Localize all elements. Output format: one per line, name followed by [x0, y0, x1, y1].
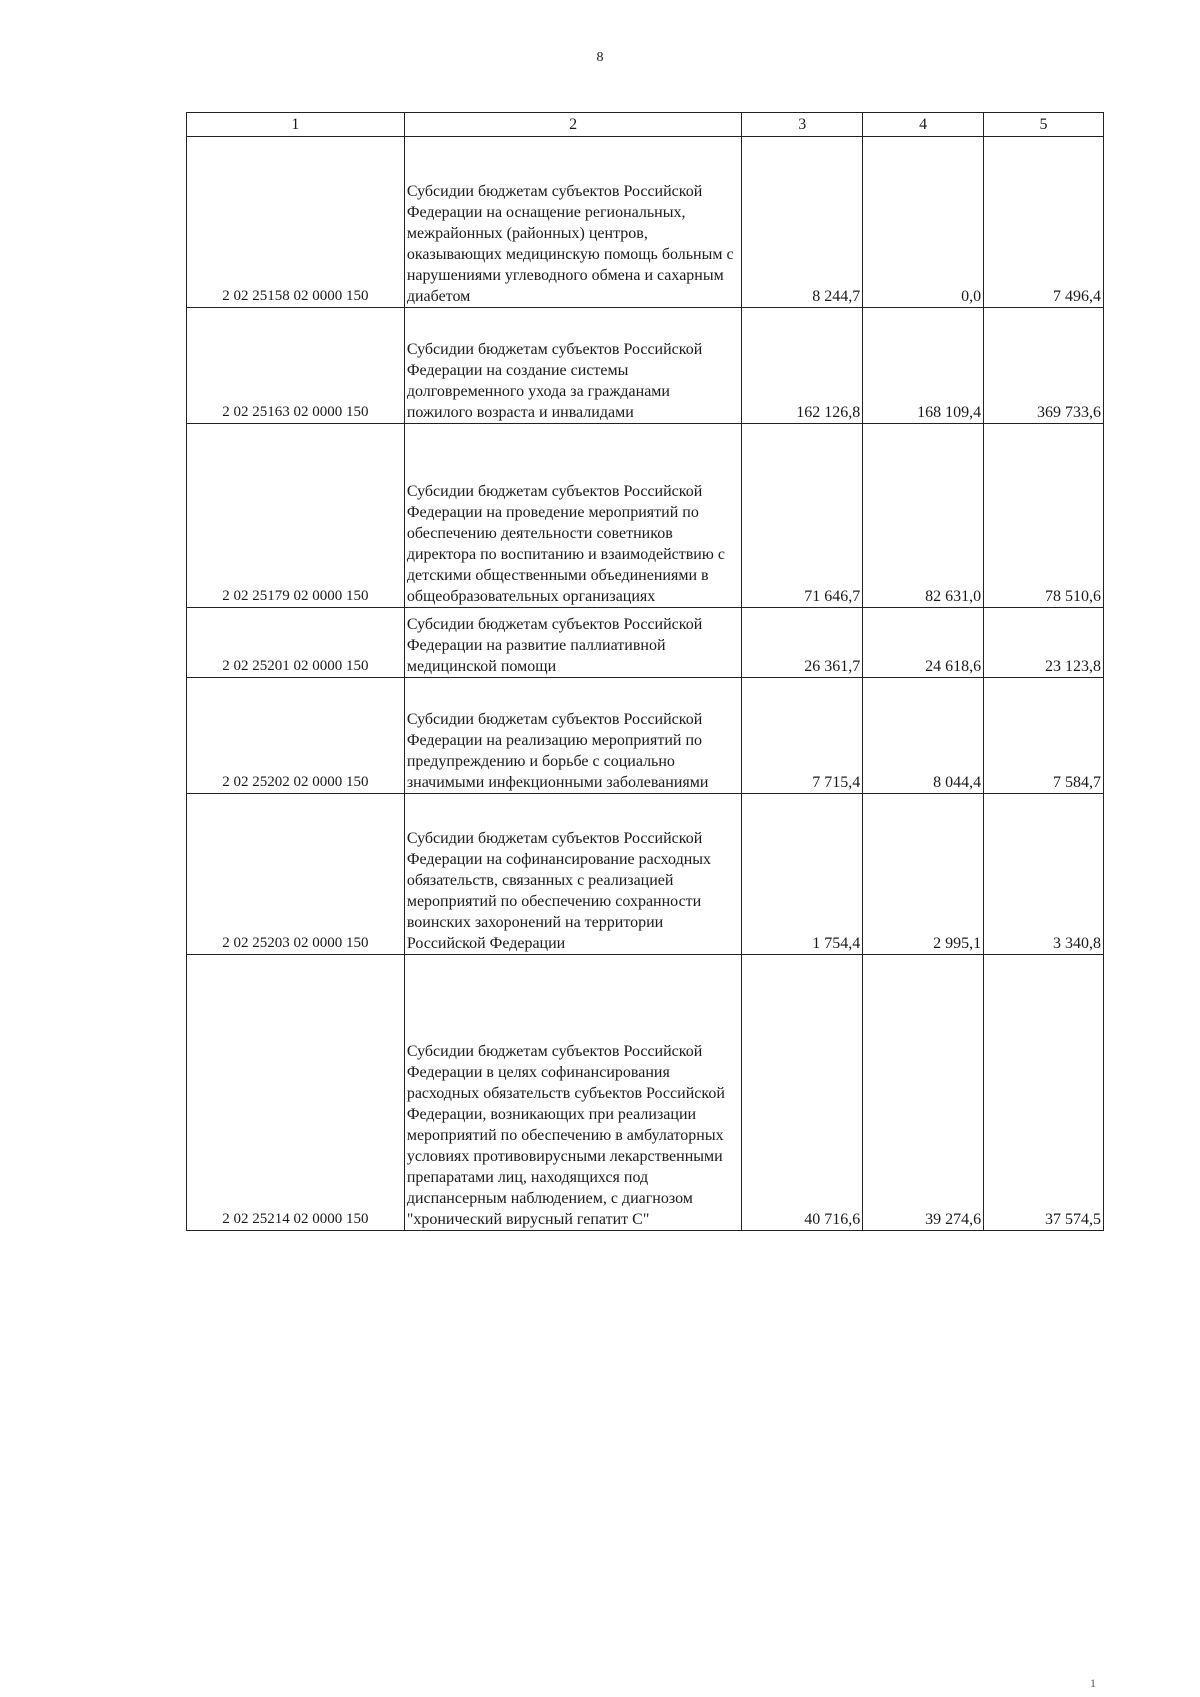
row-description: Субсидии бюджетам субъектов Российской Федерации на оснащение региональных, межрайонных (районных) центров, оказывающих медицинскую помощь больным с нарушениями углеводного обмена и сахарным диабетом: [404, 137, 742, 308]
value-col3: 40 716,6: [742, 955, 863, 1231]
value-col4: 168 109,4: [863, 308, 984, 424]
value-col5: 369 733,6: [984, 308, 1104, 424]
footer-mark: 1: [1090, 1676, 1096, 1690]
row-description: Субсидии бюджетам субъектов Российской Федерации в целях софинансирования расходных обязательств субъектов Российской Федерации, возникающих при реализации мероприятий по обеспечению в амбулаторных условиях противовирусными лекарственными препаратами лиц, находящихся под диспансерным наблюдением, с диагнозом "хронический вирусный гепатит С": [404, 955, 742, 1231]
budget-code: 2 02 25201 02 0000 150: [187, 608, 405, 678]
column-header-3: 3: [742, 113, 863, 137]
row-description: Субсидии бюджетам субъектов Российской Федерации на проведение мероприятий по обеспечению деятельности советников директора по воспитанию и взаимодействию с детскими общественными объединениями в общеобразовательных организациях: [404, 424, 742, 608]
value-col5: 23 123,8: [984, 608, 1104, 678]
value-col5: 7 496,4: [984, 137, 1104, 308]
column-header-5: 5: [984, 113, 1104, 137]
row-description: Субсидии бюджетам субъектов Российской Федерации на софинансирование расходных обязательств, связанных с реализацией мероприятий по обеспечению сохранности воинских захоронений на территории Российской Федерации: [404, 794, 742, 955]
table-row: [187, 424, 1104, 608]
table-row: [187, 308, 1104, 424]
column-header-4: 4: [863, 113, 984, 137]
column-header-1: 1: [187, 113, 405, 137]
value-col4: 2 995,1: [863, 794, 984, 955]
value-col5: 3 340,8: [984, 794, 1104, 955]
value-col5: 78 510,6: [984, 424, 1104, 608]
table-row: [187, 794, 1104, 955]
budget-code: 2 02 25202 02 0000 150: [187, 678, 405, 794]
value-col5: 37 574,5: [984, 955, 1104, 1231]
column-header-2: 2: [404, 113, 742, 137]
table-row: [187, 608, 1104, 678]
value-col4: 39 274,6: [863, 955, 984, 1231]
value-col3: 162 126,8: [742, 308, 863, 424]
table-header-row: [187, 113, 1104, 137]
value-col4: 8 044,4: [863, 678, 984, 794]
row-description: Субсидии бюджетам субъектов Российской Федерации на развитие паллиативной медицинской помощи: [404, 608, 742, 678]
budget-code: 2 02 25158 02 0000 150: [187, 137, 405, 308]
budget-code: 2 02 25203 02 0000 150: [187, 794, 405, 955]
value-col3: 71 646,7: [742, 424, 863, 608]
budget-code: 2 02 25163 02 0000 150: [187, 308, 405, 424]
budget-table: [186, 112, 1104, 1231]
value-col4: 0,0: [863, 137, 984, 308]
budget-code: 2 02 25214 02 0000 150: [187, 955, 405, 1231]
value-col5: 7 584,7: [984, 678, 1104, 794]
value-col3: 8 244,7: [742, 137, 863, 308]
page-number: 8: [596, 50, 604, 65]
table-row: [187, 955, 1104, 1231]
table-row: [187, 678, 1104, 794]
row-description: Субсидии бюджетам субъектов Российской Федерации на реализацию мероприятий по предупреждению и борьбе с социально значимыми инфекционными заболеваниями: [404, 678, 742, 794]
value-col4: 82 631,0: [863, 424, 984, 608]
table-row: [187, 137, 1104, 308]
value-col4: 24 618,6: [863, 608, 984, 678]
value-col3: 7 715,4: [742, 678, 863, 794]
budget-code: 2 02 25179 02 0000 150: [187, 424, 405, 608]
value-col3: 26 361,7: [742, 608, 863, 678]
value-col3: 1 754,4: [742, 794, 863, 955]
row-description: Субсидии бюджетам субъектов Российской Федерации на создание системы долговременного ухода за гражданами пожилого возраста и инвалидами: [404, 308, 742, 424]
